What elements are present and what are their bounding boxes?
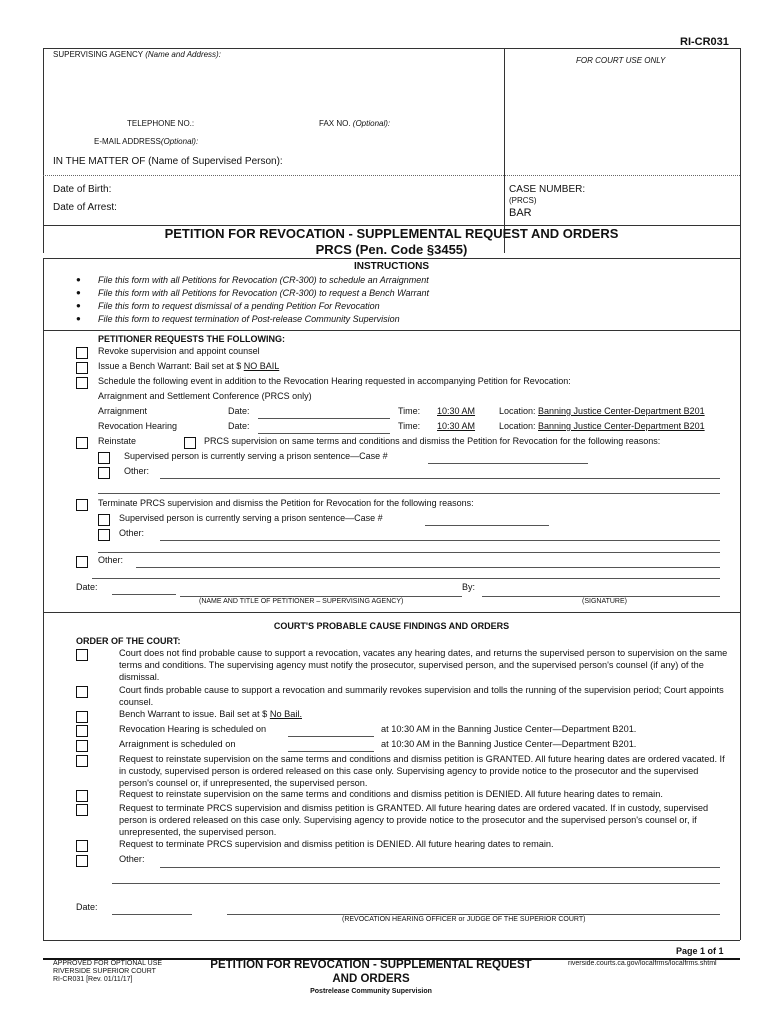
revoke-checkbox[interactable] bbox=[76, 347, 88, 359]
court-p9-checkbox[interactable] bbox=[76, 840, 88, 852]
other-field-2[interactable] bbox=[92, 578, 720, 579]
rev-hearing-label: Revocation Hearing bbox=[98, 421, 178, 431]
court-heading: COURT'S PROBABLE CAUSE FINDINGS AND ORDERS bbox=[273, 621, 510, 631]
rev-hearing-location: Location: Banning Justice Center-Department B201 bbox=[499, 421, 705, 431]
other-label: Other: bbox=[98, 555, 124, 565]
court-p7-text: Request to reinstate supervision on the same terms and conditions and dismiss petition is DENIED. All future hearing dates to remain. bbox=[119, 789, 663, 799]
case-prcs-label: (PRCS) bbox=[509, 196, 537, 205]
footer-subtitle: Postrelease Community Supervision bbox=[310, 988, 432, 995]
reinstate-other-label: Other: bbox=[124, 466, 150, 476]
petitioner-date-field[interactable] bbox=[112, 594, 176, 595]
reinstate-other-field-2[interactable] bbox=[98, 493, 720, 494]
form-id: RI-CR031 bbox=[680, 36, 729, 48]
schedule-label: Schedule the following event in addition to the Revocation Hearing requested in accompanying Petition for Revocation: bbox=[98, 376, 571, 386]
terminate-checkbox[interactable] bbox=[76, 499, 88, 511]
instruction-item: File this form to request termination of Post-release Community Supervision bbox=[98, 314, 400, 324]
telephone-label: TELEPHONE NO.: bbox=[127, 119, 195, 128]
signature-caption: (SIGNATURE) bbox=[582, 598, 627, 605]
terminate-other-field-2[interactable] bbox=[98, 552, 720, 553]
court-p10-text: Other: bbox=[119, 854, 145, 864]
reinstate-checkbox[interactable] bbox=[76, 437, 88, 449]
footer-title-1: PETITION FOR REVOCATION - SUPPLEMENTAL REQUEST bbox=[210, 959, 532, 971]
name-title-caption: (NAME AND TITLE OF PETITIONER – SUPERVISING AGENCY) bbox=[199, 598, 404, 605]
court-p7-checkbox[interactable] bbox=[76, 790, 88, 802]
court-p6-checkbox[interactable] bbox=[76, 755, 88, 767]
form-title-line1: PETITION FOR REVOCATION - SUPPLEMENTAL REQUEST AND ORDERS bbox=[164, 226, 619, 241]
terminate-case-field[interactable] bbox=[425, 525, 549, 526]
instruction-item: File this form with all Petitions for Revocation (CR-300) to request a Bench Warrant bbox=[98, 288, 429, 298]
email-label: E-MAIL ADDRESS(Optional): bbox=[94, 137, 199, 146]
reinstate-serving-checkbox[interactable] bbox=[98, 452, 110, 464]
arraignment-time-label: Time: bbox=[398, 406, 421, 416]
petitioner-name-field[interactable] bbox=[180, 596, 462, 597]
court-p1-text: Court does not find probable cause to support a revocation, vacates any hearing dates, and returns the supervised person to supervision on the same terms and conditions. The supervising agency must notify the prosecutor, supervised person, and the supervised person's counsel (if any) of the dismissal. bbox=[119, 648, 728, 682]
footer-rev: RI-CR031 [Rev. 01/11/17] bbox=[53, 976, 133, 983]
footer-url[interactable]: riverside.courts.ca.gov/localfrms/localfrms.shtml bbox=[568, 960, 717, 967]
page-number: Page 1 of 1 bbox=[676, 946, 724, 956]
court-other-field-2[interactable] bbox=[112, 883, 720, 884]
officer-signature-field[interactable] bbox=[227, 914, 720, 915]
schedule-checkbox[interactable] bbox=[76, 377, 88, 389]
terminate-label: Terminate PRCS supervision and dismiss the Petition for Revocation for the following reasons: bbox=[98, 498, 474, 508]
other-field[interactable] bbox=[136, 567, 720, 568]
rev-hearing-date-field[interactable] bbox=[258, 433, 390, 434]
form-title-line2: PRCS (Pen. Code §3455) bbox=[315, 242, 468, 257]
court-date-field[interactable] bbox=[112, 914, 192, 915]
bullet-icon: ● bbox=[76, 314, 81, 323]
court-p10-checkbox[interactable] bbox=[76, 855, 88, 867]
rev-hearing-time-label: Time: bbox=[398, 421, 421, 431]
court-other-field[interactable] bbox=[160, 867, 720, 868]
court-p9-text: Request to terminate PRCS supervision and dismiss petition is DENIED. All future hearing dates to remain. bbox=[119, 839, 554, 849]
instruction-item: File this form with all Petitions for Revocation (CR-300) to schedule an Arraignment bbox=[98, 275, 429, 285]
arraignment-date-label: Date: bbox=[228, 406, 250, 416]
supervising-agency-label: SUPERVISING AGENCY (Name and Address): bbox=[53, 50, 221, 59]
court-p2-checkbox[interactable] bbox=[76, 686, 88, 698]
reinstate-other-checkbox[interactable] bbox=[98, 467, 110, 479]
court-use-label: FOR COURT USE ONLY bbox=[576, 56, 666, 65]
court-p4-date-field[interactable] bbox=[288, 736, 374, 737]
prcs-same-checkbox[interactable] bbox=[184, 437, 196, 449]
court-p1-checkbox[interactable] bbox=[76, 649, 88, 661]
court-p3-text: Bench Warrant to issue. Bail set at $ No Bail. bbox=[119, 709, 302, 719]
other-checkbox[interactable] bbox=[76, 556, 88, 568]
bench-warrant-label: Issue a Bench Warrant: Bail set at $ NO BAIL bbox=[98, 361, 280, 371]
fax-label: FAX NO. (Optional): bbox=[319, 119, 391, 128]
case-prefix: BAR bbox=[509, 207, 532, 219]
petitioner-date-label: Date: bbox=[76, 582, 98, 592]
terminate-serving-label: Supervised person is currently serving a prison sentence—Case # bbox=[119, 513, 383, 523]
court-p5-checkbox[interactable] bbox=[76, 740, 88, 752]
order-heading: ORDER OF THE COURT: bbox=[76, 636, 181, 646]
arraignment-date-field[interactable] bbox=[258, 418, 390, 419]
court-p4-text: Revocation Hearing is scheduled on bbox=[119, 724, 267, 734]
arraignment-location: Location: Banning Justice Center-Department B201 bbox=[499, 406, 705, 416]
court-p8-checkbox[interactable] bbox=[76, 804, 88, 816]
court-p5-text: Arraignment is scheduled on bbox=[119, 739, 236, 749]
dob-label: Date of Birth: bbox=[53, 184, 112, 195]
bullet-icon: ● bbox=[76, 275, 81, 284]
petitioner-heading: PETITIONER REQUESTS THE FOLLOWING: bbox=[98, 334, 286, 344]
terminate-other-checkbox[interactable] bbox=[98, 529, 110, 541]
by-label: By: bbox=[462, 582, 476, 592]
revoke-label: Revoke supervision and appoint counsel bbox=[98, 346, 260, 356]
court-p5-date-field[interactable] bbox=[288, 751, 374, 752]
instruction-item: File this form to request dismissal of a pending Petition For Revocation bbox=[98, 301, 380, 311]
arraignment-settlement-label: Arraignment and Settlement Conference (PRCS only) bbox=[98, 391, 312, 401]
matter-of-label: IN THE MATTER OF (Name of Supervised Person): bbox=[53, 156, 283, 167]
court-p2-text: Court finds probable cause to support a revocation and summarily revokes supervision and tolls the running of the supervision period; Court appoints counsel. bbox=[119, 685, 724, 707]
arraignment-time-value: 10:30 AM bbox=[437, 406, 476, 416]
terminate-serving-checkbox[interactable] bbox=[98, 514, 110, 526]
footer-title-2: AND ORDERS bbox=[332, 973, 410, 985]
reinstate-label: Reinstate bbox=[98, 436, 137, 446]
arraignment-label: Arraignment bbox=[98, 406, 148, 416]
instructions-heading: INSTRUCTIONS bbox=[354, 261, 429, 272]
terminate-other-field[interactable] bbox=[160, 540, 720, 541]
rev-hearing-time-value: 10:30 AM bbox=[437, 421, 476, 431]
petitioner-signature-field[interactable] bbox=[482, 596, 720, 597]
prcs-same-label: PRCS supervision on same terms and conditions and dismiss the Petition for Revocation for the following reasons: bbox=[204, 436, 661, 446]
bench-warrant-checkbox[interactable] bbox=[76, 362, 88, 374]
court-p3-checkbox[interactable] bbox=[76, 711, 88, 723]
court-date-label: Date: bbox=[76, 902, 98, 912]
court-p8-text: Request to terminate PRCS supervision and dismiss petition is GRANTED. All future hearing dates are ordered vacated. If in custody, supervised person is ordered released on this case only. Supervising agency to provide notice to the prosecutor and the supervised person's counsel or, if unrepresented, the supervised person. bbox=[119, 803, 709, 837]
court-p5-suffix: at 10:30 AM in the Banning Justice Center—Department B201. bbox=[381, 739, 637, 749]
reinstate-other-field[interactable] bbox=[160, 478, 720, 479]
rev-hearing-date-label: Date: bbox=[228, 421, 250, 431]
bullet-icon: ● bbox=[76, 288, 81, 297]
reinstate-serving-label: Supervised person is currently serving a prison sentence—Case # bbox=[124, 451, 388, 461]
case-number-label: CASE NUMBER: bbox=[509, 184, 586, 195]
doa-label: Date of Arrest: bbox=[53, 202, 117, 213]
court-p6-text: Request to reinstate supervision on the same terms and conditions and dismiss petition is GRANTED. All future hearing dates are ordered vacated. If in custody, supervised person is ordered released on this case only. Supervising agency to provide notice to the prosecutor and the supervised person's counsel or, if unrepresented, the supervised person. bbox=[119, 754, 725, 788]
footer-court: RIVERSIDE SUPERIOR COURT bbox=[53, 968, 156, 975]
bullet-icon: ● bbox=[76, 301, 81, 310]
terminate-other-label: Other: bbox=[119, 528, 145, 538]
court-p4-checkbox[interactable] bbox=[76, 725, 88, 737]
reinstate-case-field[interactable] bbox=[428, 463, 588, 464]
officer-caption: (REVOCATION HEARING OFFICER or JUDGE OF THE SUPERIOR COURT) bbox=[342, 916, 586, 923]
footer-approved: APPROVED FOR OPTIONAL USE bbox=[53, 960, 163, 967]
court-p4-suffix: at 10:30 AM in the Banning Justice Center—Department B201. bbox=[381, 724, 637, 734]
